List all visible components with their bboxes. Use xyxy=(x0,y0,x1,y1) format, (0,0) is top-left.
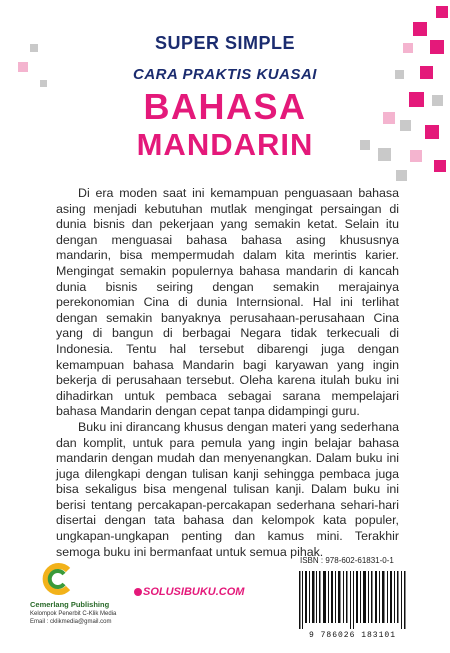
publisher-group: Kelompok Penerbit C-Klik Media xyxy=(30,611,117,617)
barcode-number: 9 786026 183101 xyxy=(308,631,396,640)
store-name: SOLUSIBUKU.COM xyxy=(143,586,245,598)
book-title-line2: MANDARIN xyxy=(136,127,314,162)
synopsis xyxy=(56,186,399,560)
synopsis-paragraph: Di era moden saat ini kemampuan penguasaan bahasa asing menjadi kebutuhan mutlak mengingat persaingan di dunia bisnis dan pekerjaan yang semakin ketat. Selain itu dengan menguasai bahasa bahasa asing khususnya mandarin, bisa mempermudah dalam kita merintis karier. Mengingat semakin populernya bahasa mandarin di kancah dunia bisnis seiring dengan semakin merajainya perekonomian Cina di dunia Internsional. Hal ini terlihat dengan semakin banyaknya perusahaan-perusahaan Cina yang di bangun di berbagai Negara tidak terkecuali di Indonesia. Tentu hal tersebut dibarengi juga dengan kemampuan bahasa Mandarin bagi karyawan yang ingin bekerja di perusahaan tersebut. Oleha karena itulah buku ini dihadirkan untuk pembaca sebagai sarana mempelajari bahasa Mandarin dengan cepat tanpa didampingi guru. xyxy=(56,186,399,419)
publisher-email: Email : cklikmedia@gmail.com xyxy=(30,619,112,625)
book-title-line1: BAHASA xyxy=(143,86,307,127)
publisher-name: Cemerlang Publishing xyxy=(30,600,110,609)
barcode-icon xyxy=(295,569,410,631)
store-logo-icon xyxy=(134,588,142,596)
isbn-label: ISBN : 978-602-61831-0-1 xyxy=(300,556,394,565)
synopsis-paragraph: Buku ini dirancang khusus dengan materi yang sederhana dan komplit, untuk para pemula yang ingin belajar bahasa mandarin dengan mudah dan menyenangkan. Dalam buku ini juga dilengkapi dengan tulisan kanji sehingga pembaca juga bisa sekaligus bisa mengenal tulisan kanji. Dalam buku ini berisi tentang percakapan-percakapan sederhana sehari-hari disertai dengan tata bahasa dan kelompok kata populer, ungkapan-ungkapan penting dan kamus mini. Terakhir semoga buku ini bermanfaat untuk semua pihak. xyxy=(56,419,399,559)
book-subtitle: CARA PRAKTIS KUASAI xyxy=(133,66,317,83)
series-label: SUPER SIMPLE xyxy=(154,33,296,53)
publisher-logo-icon xyxy=(40,562,74,596)
